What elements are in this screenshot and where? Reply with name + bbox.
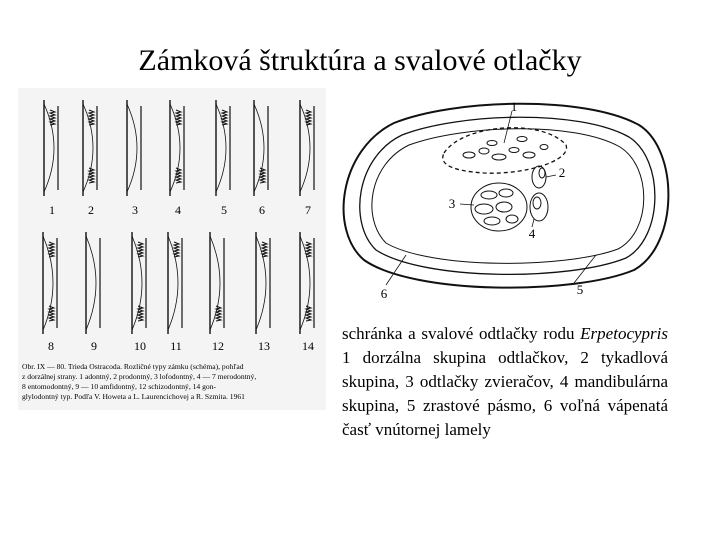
ostracod-shell-figure [334, 95, 684, 305]
figure-labels [381, 99, 584, 301]
antennal-scar-group [532, 166, 546, 188]
hinge-number: 3 [132, 203, 138, 217]
hinge-number: 10 [134, 339, 146, 353]
hinge-number: 6 [259, 203, 265, 217]
hinge-caption-line: Obr. IX — 80. Trieda Ostracoda. Rozličné typy zámku (schéma), pohľad [22, 362, 244, 371]
page-title: Zámková štruktúra a svalové otlačky [138, 44, 582, 77]
fused-zone-line [372, 129, 644, 264]
adductor-scar-group [471, 183, 527, 231]
hinge-number: 8 [48, 339, 54, 353]
hinge-number: 14 [302, 339, 314, 353]
label-2: 2 [558, 165, 566, 180]
hinge-number: 12 [212, 339, 224, 353]
mandibular-scar-group [530, 193, 548, 221]
hinge-number: 9 [91, 339, 97, 353]
hinge-number: 13 [258, 339, 270, 353]
hinge-types-figure [18, 88, 326, 410]
hinge-caption-line: z dorzálnej strany. 1 adontný, 2 prodontný, 3 lofodontný, 4 — 7 merodontný, [22, 372, 257, 381]
hinge-number: 2 [88, 203, 94, 217]
hinge-caption-line: 8 entomodontný, 9 — 10 amfidontný, 12 schizodontný, 14 gon- [22, 382, 217, 391]
figure-caption [342, 322, 668, 442]
hinge-number: 11 [170, 339, 182, 353]
hinge-number: 4 [175, 203, 181, 217]
label-6: 6 [380, 286, 388, 301]
caption-line-1: schránka a svalové odtlačky rodu [342, 324, 575, 343]
hinge-number: 5 [221, 203, 227, 217]
label-3: 3 [448, 196, 456, 211]
dorsal-scars [463, 137, 548, 161]
genus-name: Erpetocypris [580, 324, 668, 343]
hinge-number: 1 [49, 203, 55, 217]
label-1: 1 [510, 99, 518, 114]
dorsal-scar-group [443, 128, 567, 173]
label-5: 5 [576, 282, 584, 297]
hinge-number: 7 [305, 203, 311, 217]
leader-lines [386, 111, 596, 285]
caption-rest: 1 dorzálna skupina odtlačkov, 2 tykadlová skupina, 3 odtlačky zvieračov, 4 mandibulárna skupina, 5 zrastové pásmo, 6 voľná vápenatá časť vnútornej lamely [342, 348, 668, 439]
hinge-caption-line: glylodontný typ. Podľa V. Howeta a L. Laurencichovej a R. Szmita. 1961 [22, 392, 245, 401]
label-4: 4 [528, 226, 536, 241]
